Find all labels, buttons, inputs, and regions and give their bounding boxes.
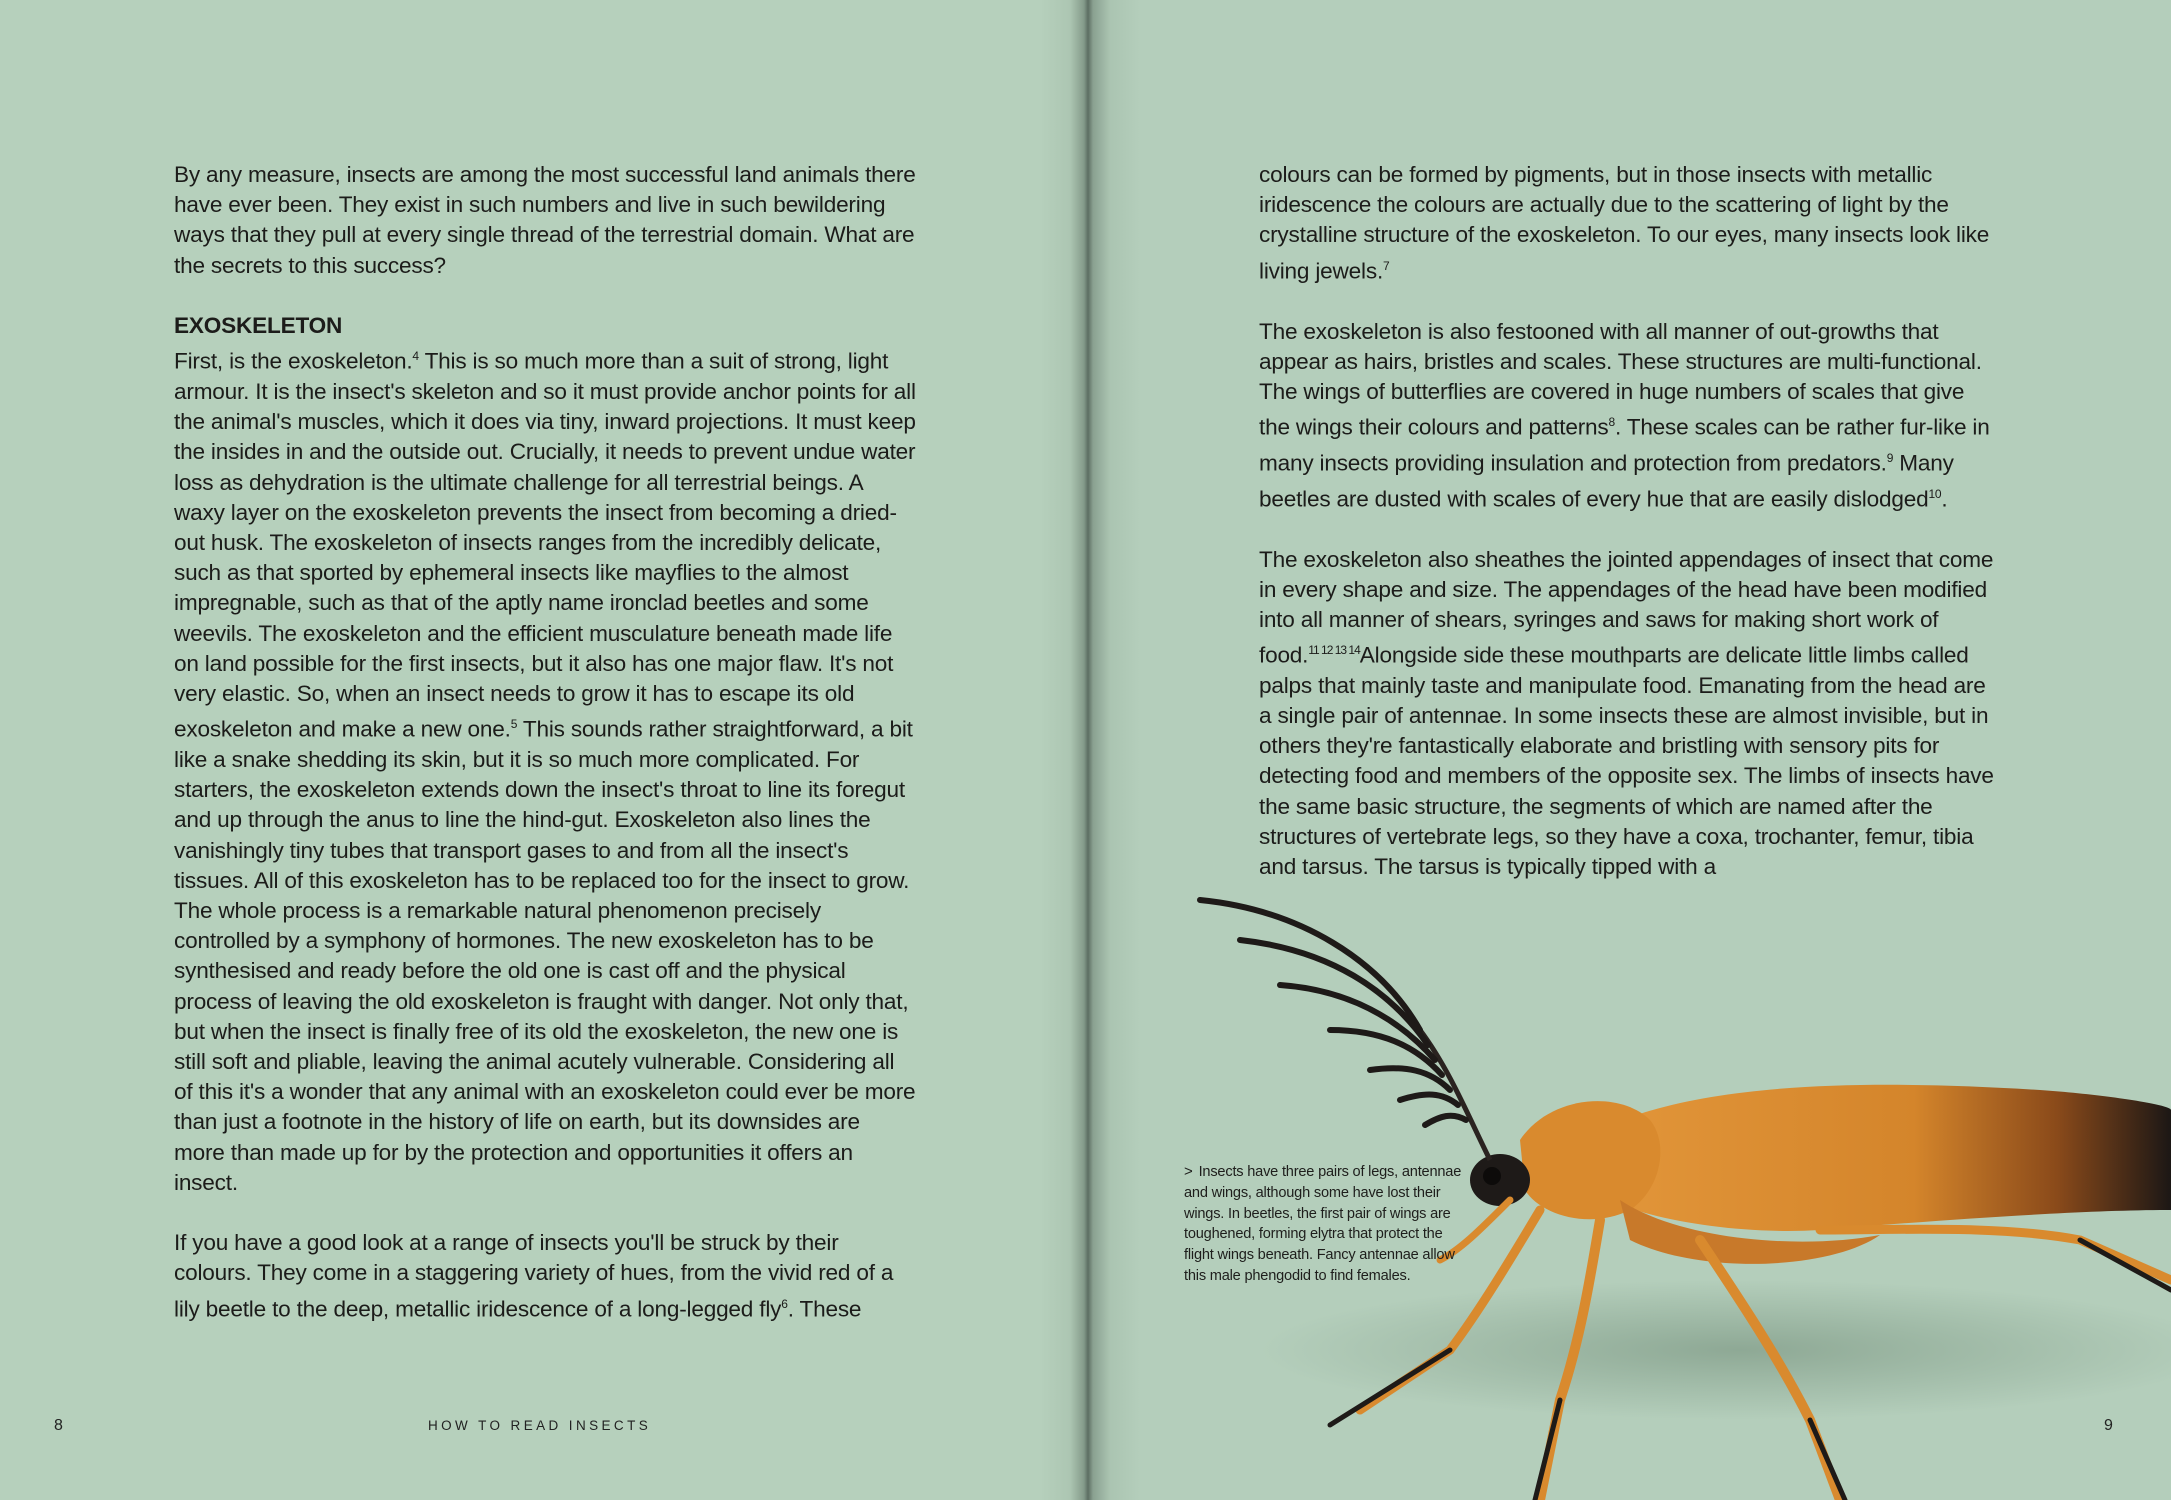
footnote-ref: 8	[1608, 415, 1615, 430]
para-text: . These	[787, 1296, 862, 1322]
para-text: The exoskeleton also sheathes the jointed appendages of insect that come in every shape and size. The appendages of the head have been modified into all manner of shears, syringes and saws for making short work of food.	[1259, 546, 1994, 668]
insect-eye	[1483, 1167, 1501, 1185]
right-text-column	[1259, 160, 2001, 882]
caption-arrow-icon: >	[1184, 1163, 1193, 1180]
left-text-column	[174, 160, 916, 1324]
footnote-ref: 11 12 13 14	[1308, 643, 1360, 658]
footnote-ref: 9	[1886, 450, 1894, 465]
para-text: If you have a good look at a range of insects you'll be struck by their colours. They come in a staggering variety of hues, from the vivid red of a lily beetle to the deep, metallic iridescence of a long-legged fly	[174, 1230, 894, 1322]
para-text: This is so much more than a suit of strong, light armour. It is the insect's skeleton and so it must provide anchor points for all the animal's muscles, which it does via tiny, inward projections. It must keep the insides in and the outside out. Crucially, it needs to prevent undue water loss as dehydration is the ultimate challenge for all terrestrial beings. A waxy layer on the exoskeleton prevents the insect from becoming a dried-out husk. The exoskeleton of insects ranges from the incredibly delicate, such as that sported by ephemeral insects like mayflies to the almost impregnable, such as that of the aptly name ironclad beetles and some weevils. The exoskeleton and the efficient musculature beneath made life on land possible for the first insects, but it also has one major flaw. It's not very elastic. So, when an insect needs to grow it has to escape its old exoskeleton and make a new one.	[174, 348, 916, 742]
para-text: colours can be formed by pigments, but in those insects with metallic iridescence the colours are actually due to the scattering of light by the crystalline structure of the exoskeleton. To our eyes, many insects look like living jewels.	[1259, 162, 1990, 284]
footnote-ref: 6	[781, 1296, 788, 1311]
running-head: HOW TO READ INSECTS	[428, 1418, 652, 1433]
intro-paragraph: By any measure, insects are among the most successful land animals there have ever been. They exist in such numbers and live in such bewildering ways that they pull at every single thread of the terrestrial domain. What are the secrets to this success?	[174, 162, 916, 278]
outgrowths-paragraph	[1259, 317, 2001, 515]
colours-paragraph	[174, 1228, 916, 1324]
photo-caption	[1184, 1162, 1474, 1287]
insect-elytra	[1600, 1085, 2171, 1231]
footnote-ref: 5	[510, 717, 518, 732]
caption-text: Insects have three pairs of legs, antennae and wings, although some have lost their wings. In beetles, the first pair of wings are toughened, forming elytra that protect the flight wings beneath. Fancy antennae allow this male phengodid to find females.	[1184, 1164, 1462, 1284]
page-number-right: 9	[2104, 1417, 2113, 1434]
insect-pronotum	[1520, 1101, 1660, 1219]
footnote-ref: 4	[412, 349, 419, 364]
para-text: . These scales can be rather fur-like in many insects providing insulation and protection from predators.	[1259, 414, 1990, 476]
footnote-ref: 7	[1383, 258, 1390, 273]
appendages-paragraph	[1259, 545, 2001, 883]
exoskeleton-paragraph	[174, 341, 916, 1198]
colours-continued-paragraph	[1259, 160, 2001, 286]
para-text: The exoskeleton is also festooned with all manner of out-growths that appear as hairs, bristles and scales. These structures are multi-functional. The wings of butterflies are covered in huge numbers of scales that give the wings their colours and patterns	[1259, 318, 1982, 440]
section-heading: EXOSKELETON	[174, 313, 343, 338]
para-text: .	[1941, 486, 1948, 512]
insect-shadow	[1260, 1280, 2171, 1420]
para-text: First, is the exoskeleton.	[174, 348, 413, 374]
para-text: Alongside side these mouthparts are delicate little limbs called palps that mainly taste and manipulate food. Emanating from the head are a single pair of antennae. In some insects these are almost invisible, but in others they're fantastically elaborate and bristling with sensory pits for detecting food and members of the opposite sex. The limbs of insects have the same basic structure, the segments of which are named after the structures of vertebrate legs, so they have a coxa, trochanter, femur, tibia and tarsus. The tarsus is typically tipped with a	[1259, 642, 1994, 880]
para-text: Many beetles are dusted with scales of every hue that are easily dislodged	[1259, 450, 1954, 512]
footnote-ref: 10	[1928, 486, 1942, 501]
antenna-branches	[1200, 900, 1466, 1125]
page-number-left: 8	[54, 1417, 63, 1434]
book-gutter	[1040, 0, 1140, 1500]
para-text: This sounds rather straightforward, a bit like a snake shedding its skin, but it is so much more complicated. For starters, the exoskeleton extends down the insect's throat to line its foregut and up through the anus to line the hind-gut. Exoskeleton also lines the vanishingly tiny tubes that transport gases to and from all the insect's tissues. All of this exoskeleton has to be replaced too for the insect to grow. The whole process is a remarkable natural phenomenon precisely controlled by a symphony of hormones. The new exoskeleton has to be synthesised and ready before the old one is cast off and the physical process of leaving the old exoskeleton is fraught with danger. Not only that, but when the insect is finally free of its old the exoskeleton, the new one is still soft and pliable, leaving the animal acutely vulnerable. Considering all of this it's a wonder that any animal with an exoskeleton could ever be more than just a footnote in the history of life on earth, but its downsides are more than made up for by the protection and opportunities it offers an insect.	[174, 716, 916, 1195]
